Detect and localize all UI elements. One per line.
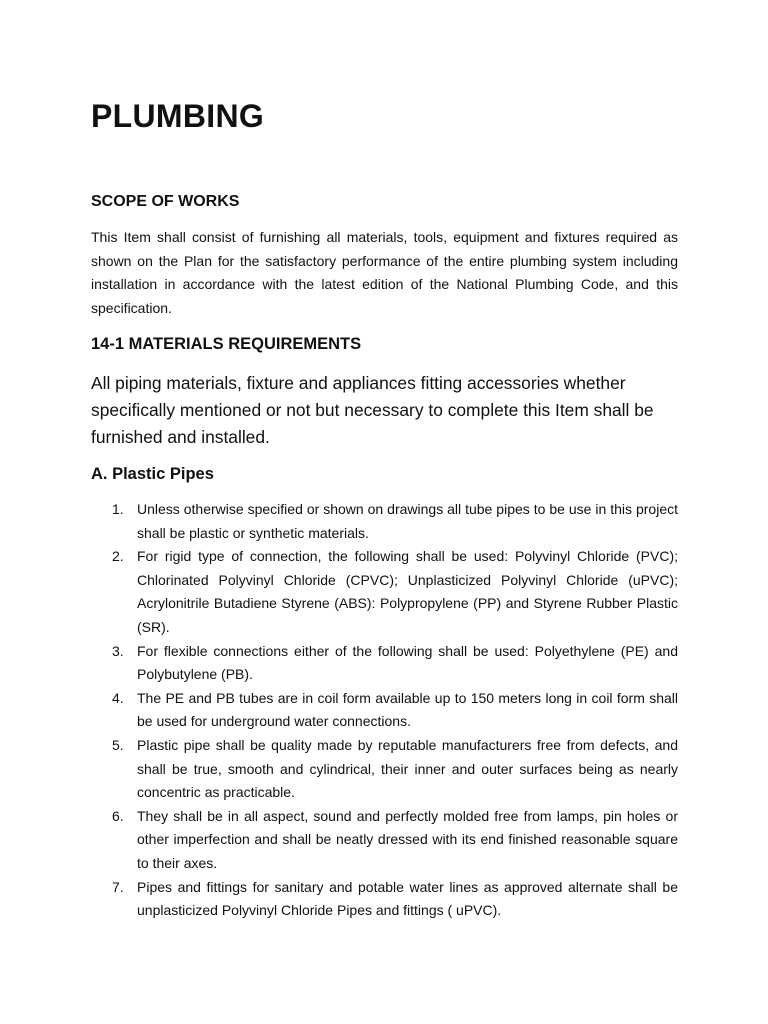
list-item-text: They shall be in all aspect, sound and perfectly molded free from lamps, pin holes or other imperfection and shall be neatly dressed with its end finished reasonable square to their axes. — [137, 807, 678, 871]
list-item-text: For flexible connections either of the following shall be used: Polyethylene (PE) and Polybutylene (PB). — [137, 642, 678, 683]
page-title: PLUMBING — [91, 98, 265, 134]
list-item-text: Plastic pipe shall be quality made by reputable manufacturers free from defects, and shall be true, smooth and cylindrical, their inner and outer surfaces being as nearly concentric as practicable. — [137, 736, 678, 801]
scope-paragraph: This Item shall consist of furnishing all materials, tools, equipment and fixtures required as shown on the Plan for the satisfactory performance of the entire plumbing system including installation in accordance with the latest edition of the National Plumbing Code, and this specification. — [91, 229, 678, 316]
materials-heading: 14-1 MATERIALS REQUIREMENTS — [91, 335, 362, 353]
list-item — [91, 545, 678, 639]
list-item-text: The PE and PB tubes are in coil form available up to 150 meters long in coil form shall be used for underground water connections. — [137, 689, 678, 730]
scope-heading: SCOPE OF WORKS — [91, 193, 240, 210]
list-item — [91, 805, 678, 876]
list-item-number: 1. — [112, 501, 124, 517]
plastic-pipes-heading: A. Plastic Pipes — [91, 465, 214, 483]
list-item — [91, 734, 678, 805]
plastic-pipes-list — [91, 498, 678, 923]
list-item-number: 4. — [112, 689, 124, 706]
materials-paragraph: All piping materials, fixture and appliances fitting accessories whether specifically mentioned or not but necessary to complete this Item shall be furnished and installed. — [91, 373, 654, 447]
list-item-text: For rigid type of connection, the following shall be used: Polyvinyl Chloride (PVC); Chlorinated Polyvinyl Chloride (CPVC); Unplasticized Polyvinyl Chloride (uPVC); Acrylonitrile Butadiene Styrene (ABS): Polypropylene (PP) and Styrene Rubber Plastic (SR). — [137, 548, 678, 635]
list-item-number: 5. — [112, 736, 124, 753]
list-item — [91, 498, 678, 545]
list-item — [91, 876, 678, 923]
list-item-number: 7. — [112, 878, 124, 895]
list-item-number: 2. — [112, 548, 124, 565]
list-item-text: Pipes and fittings for sanitary and potable water lines as approved alternate shall be unplasticized Polyvinyl Chloride Pipes and fittings ( uPVC). — [137, 878, 678, 919]
list-item-text: Unless otherwise specified or shown on drawings all tube pipes to be use in this project shall be plastic or synthetic materials. — [137, 501, 678, 541]
list-item-number: 3. — [112, 642, 124, 659]
list-item-number: 6. — [112, 807, 124, 824]
list-item — [91, 687, 678, 734]
list-item — [91, 640, 678, 687]
